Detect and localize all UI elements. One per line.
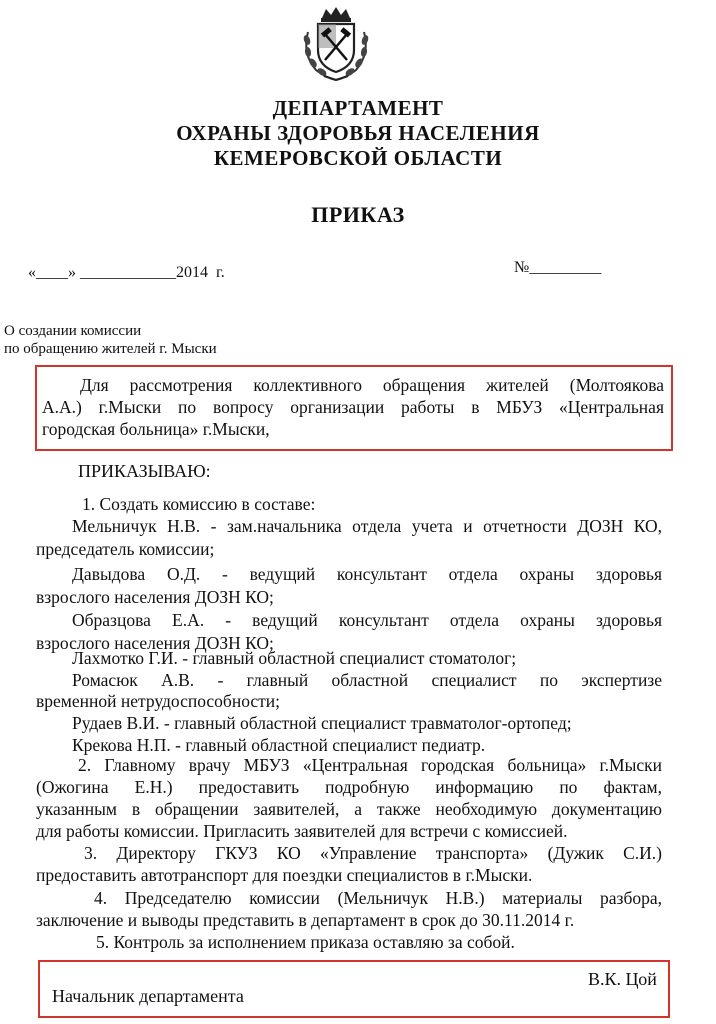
preamble-line-2: А.А.) г.Мыски по вопросу организации работы в МБУЗ «Центральная bbox=[42, 397, 664, 417]
member-2-cont: взрослого населения ДОЗН КО; bbox=[36, 587, 274, 607]
signature-name: В.К. Цой bbox=[588, 969, 657, 989]
item-3-line-2: предоставить автотранспорт для поездки специалистов в г.Мыски. bbox=[36, 865, 533, 885]
preamble-line-1: Для рассмотрения коллективного обращения жителей (Молтоякова bbox=[80, 375, 664, 395]
member-4: Лахмотко Г.И. - главный областной специалист стоматолог; bbox=[72, 648, 517, 668]
member-5-cont: временной нетрудоспособности; bbox=[36, 691, 281, 711]
order-number: №_________ bbox=[514, 259, 602, 276]
member-7: Крекова Н.П. - главный областной специалист педиатр. bbox=[72, 735, 486, 755]
item-2-line-1: 2. Главному врачу МБУЗ «Центральная городская больница» г.Мыски bbox=[78, 755, 662, 775]
item-3-line-1: 3. Директору ГКУЗ КО «Управление транспорта» (Дужик С.И.) bbox=[84, 843, 662, 863]
coat-of-arms-emblem bbox=[296, 4, 376, 84]
preamble-line-3: городская больница» г.Мыски, bbox=[42, 419, 270, 439]
member-1: Мельничук Н.В. - зам.начальника отдела учета и отчетности ДОЗН КО, bbox=[72, 516, 662, 536]
signature-position: Начальник департамента bbox=[52, 986, 244, 1006]
department-title-line-2: ОХРАНЫ ЗДОРОВЬЯ НАСЕЛЕНИЯ bbox=[176, 121, 540, 145]
member-1-role: председатель комиссии; bbox=[36, 539, 215, 559]
item-5: 5. Контроль за исполнением приказа оставляю за собой. bbox=[96, 932, 515, 952]
item-2-line-2: (Ожогина Е.Н.) предоставить подробную информацию по фактам, bbox=[36, 777, 662, 797]
member-3-cont: взрослого населения ДОЗН КО; bbox=[36, 633, 274, 653]
member-6: Рудаев В.И. - главный областной специалист травматолог-ортопед; bbox=[72, 713, 572, 733]
member-2: Давыдова О.Д. - ведущий консультант отдела охраны здоровья bbox=[72, 564, 662, 584]
item-1-heading: 1. Создать комиссию в составе: bbox=[82, 494, 316, 514]
item-2-line-3: указанным в обращении заявителей, а также необходимую документацию bbox=[36, 799, 662, 819]
department-title-line-3: КЕМЕРОВСКОЙ ОБЛАСТИ bbox=[213, 146, 503, 170]
subject-line-1: О создании комиссии bbox=[4, 323, 142, 339]
document-type-title: ПРИКАЗ bbox=[311, 202, 405, 227]
item-2-line-4: для работы комиссии. Пригласить заявителей для встречи с комиссией. bbox=[36, 821, 568, 841]
subject-line-2: по обращению жителей г. Мыски bbox=[4, 341, 217, 357]
item-4-line-2: заключение и выводы представить в департамент в срок до 30.11.2014 г. bbox=[36, 910, 575, 930]
member-3: Образцова Е.А. - ведущий консультант отдела охраны здоровья bbox=[72, 610, 662, 630]
member-5: Ромасюк А.В. - главный областной специалист по экспертизе bbox=[72, 670, 662, 690]
department-title-line-1: ДЕПАРТАМЕНТ bbox=[272, 96, 444, 120]
order-word: ПРИКАЗЫВАЮ: bbox=[78, 461, 211, 481]
item-4-line-1: 4. Председателю комиссии (Мельничук Н.В.) материалы разбора, bbox=[94, 888, 662, 908]
order-date: «____» ____________2014 г. bbox=[28, 264, 225, 281]
